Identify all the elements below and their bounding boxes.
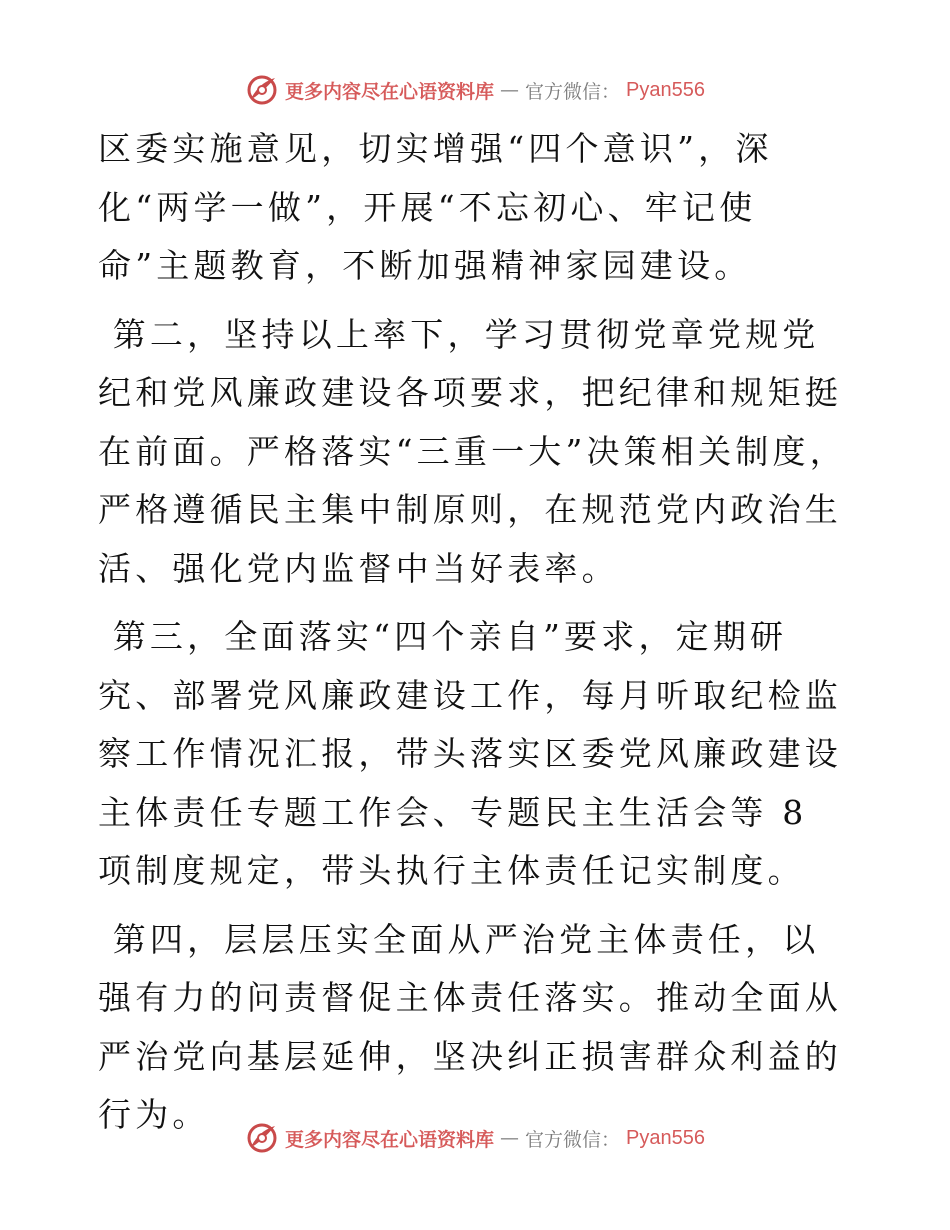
paragraph-4: 第四，层层压实全面从严治党主体责任，以强有力的问责督促主体责任落实。推动全面从严治党向基层延伸，坚决纠正损害群众利益的行为。 <box>98 919 842 1134</box>
paragraph-2: 第二，坚持以上率下，学习贯彻党章党规党纪和党风廉政建设各项要求，把纪律和规矩挺在前面。严格落实“三重一大”决策相关制度，严格遵循民主集中制原则，在规范党内政治生活、强化党内监督中当好表率。 <box>98 314 847 588</box>
banner-dash: — <box>500 79 520 101</box>
banner-wechat-id: Pyan556 <box>626 1126 705 1149</box>
quill-swirl-icon <box>245 73 279 107</box>
banner-inner <box>245 73 705 107</box>
header-watermark-banner <box>0 70 950 110</box>
footer-watermark-banner <box>0 1118 950 1158</box>
banner-wechat-label: 官方微信： <box>525 1128 621 1151</box>
document-body <box>98 120 850 1145</box>
banner-site-text: 更多内容尽在心语资料库 <box>285 1128 495 1151</box>
banner-inner <box>245 1121 705 1155</box>
quill-swirl-icon <box>245 1121 279 1155</box>
banner-dash: — <box>500 1127 520 1149</box>
banner-site-text: 更多内容尽在心语资料库 <box>285 80 495 103</box>
banner-wechat-label: 官方微信： <box>525 80 621 103</box>
paragraph-1: 区委实施意见，切实增强“四个意识”，深化“两学一做”，开展“不忘初心、牢记使命”主题教育，不断加强精神家园建设。 <box>98 129 773 285</box>
paragraph-3: 第三，全面落实“四个亲自”要求，定期研究、部署党风廉政建设工作，每月听取纪检监察工作情况汇报，带头落实区委党风廉政建设主体责任专题工作会、专题民主生活会等 8 项制度规定，带头执行主体责任记实制度。 <box>98 617 842 890</box>
banner-wechat-id: Pyan556 <box>626 78 705 101</box>
